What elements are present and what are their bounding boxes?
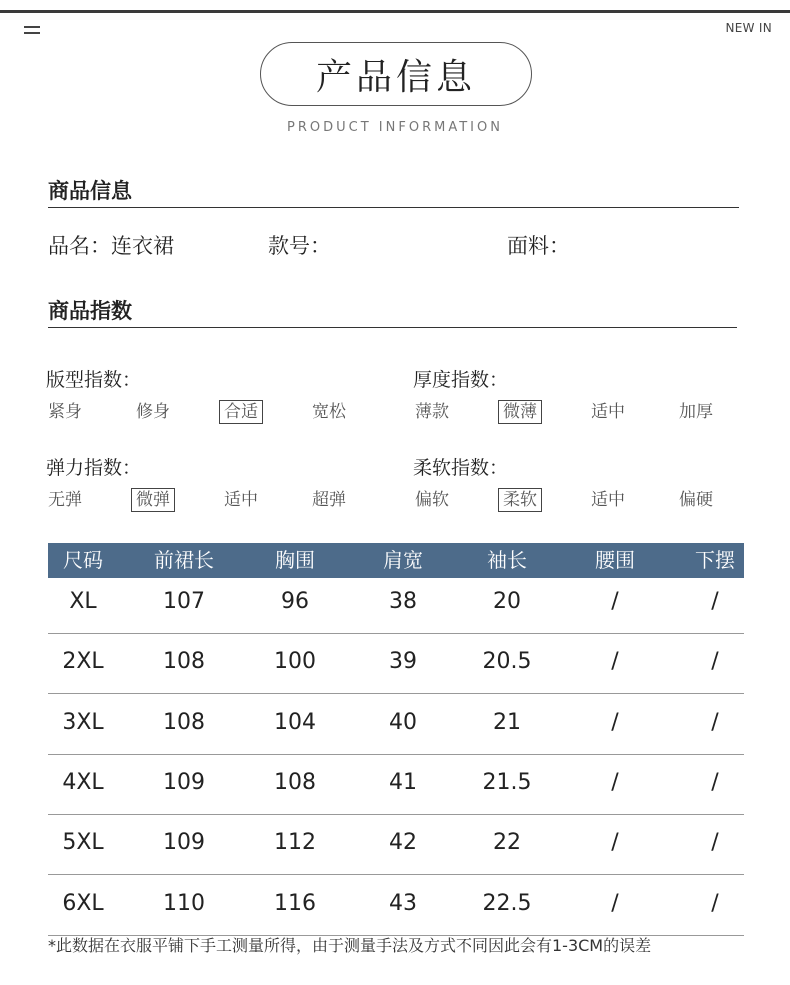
table-row: [48, 876, 744, 936]
table-cell: /: [711, 709, 719, 735]
table-cell: XL: [69, 589, 97, 614]
menu-icon[interactable]: [24, 26, 40, 36]
thickness-option: 薄款: [415, 402, 449, 422]
table-cell: 22.5: [482, 890, 532, 916]
table-cell: 116: [274, 890, 316, 916]
thickness-option: 加厚: [679, 402, 713, 422]
table-cell: 96: [281, 589, 309, 614]
table-cell: 20.5: [482, 649, 532, 675]
table-cell: 39: [389, 649, 417, 675]
table-cell: 104: [274, 709, 316, 735]
table-cell: /: [711, 649, 719, 675]
fit-option-selected: 合适: [219, 400, 263, 424]
fit-option: 修身: [136, 402, 170, 422]
table-cell: 2XL: [62, 649, 104, 675]
table-cell: 109: [163, 769, 205, 795]
stretch-index-title: 弹力指数：: [46, 457, 142, 479]
table-row: [48, 634, 744, 694]
fit-index-title: 版型指数：: [46, 369, 142, 391]
table-cell: /: [711, 769, 719, 795]
column-header: 腰围: [595, 548, 635, 572]
stretch-option: 无弹: [48, 490, 82, 510]
table-cell: 21.5: [482, 769, 532, 795]
table-cell: 4XL: [62, 769, 104, 795]
table-cell: /: [611, 709, 619, 735]
table-cell: /: [611, 830, 619, 856]
thickness-index-title: 厚度指数：: [413, 369, 509, 391]
product-index-rule: [48, 327, 737, 328]
table-cell: /: [711, 589, 719, 614]
table-cell: 40: [389, 709, 417, 735]
softness-index-title: 柔软指数：: [413, 457, 509, 479]
stretch-option-selected: 微弹: [131, 488, 175, 512]
page-title: 产品信息: [260, 42, 532, 106]
table-cell: 109: [163, 830, 205, 856]
fit-option: 宽松: [312, 402, 346, 422]
table-row: [48, 815, 744, 875]
column-header: 下摆: [695, 548, 735, 572]
product-info-heading: 商品信息: [48, 179, 132, 203]
stretch-option: 超弹: [312, 490, 346, 510]
table-cell: 108: [163, 709, 205, 735]
size-table-header: [48, 543, 744, 578]
table-cell: 43: [389, 890, 417, 916]
fit-option: 紧身: [48, 402, 82, 422]
table-cell: 108: [163, 649, 205, 675]
product-name: 品名：连衣裙: [48, 234, 174, 258]
fabric: 面料：: [507, 234, 570, 258]
table-cell: 22: [493, 830, 521, 856]
table-cell: 6XL: [62, 890, 104, 916]
column-header: 肩宽: [383, 548, 423, 572]
table-cell: /: [711, 890, 719, 916]
table-row: [48, 695, 744, 755]
table-cell: 41: [389, 769, 417, 795]
column-header: 尺码: [63, 548, 103, 572]
softness-option: 适中: [591, 490, 625, 510]
table-cell: /: [611, 589, 619, 614]
table-cell: 112: [274, 830, 316, 856]
table-cell: 20: [493, 589, 521, 614]
table-row: [48, 574, 744, 634]
column-header: 袖长: [487, 548, 527, 572]
thickness-option-selected: 微薄: [498, 400, 542, 424]
top-divider: [0, 10, 790, 13]
stretch-option: 适中: [224, 490, 258, 510]
softness-option: 偏软: [415, 490, 449, 510]
table-cell: 110: [163, 890, 205, 916]
softness-option: 偏硬: [679, 490, 713, 510]
table-cell: 21: [493, 709, 521, 735]
table-cell: 5XL: [62, 830, 104, 856]
page-subtitle: PRODUCT INFORMATION: [287, 120, 503, 135]
softness-option-selected: 柔软: [498, 488, 542, 512]
table-cell: 42: [389, 830, 417, 856]
column-header: 胸围: [275, 548, 315, 572]
table-cell: 3XL: [62, 709, 104, 735]
column-header: 前裙长: [154, 548, 214, 572]
new-in-label: NEW IN: [725, 21, 772, 35]
table-cell: /: [711, 830, 719, 856]
style-number: 款号：: [268, 234, 331, 258]
table-row: [48, 755, 744, 815]
thickness-option: 适中: [591, 402, 625, 422]
table-cell: /: [611, 769, 619, 795]
product-info-rule: [48, 207, 739, 208]
table-cell: 38: [389, 589, 417, 614]
measurement-footnote: *此数据在衣服平铺下手工测量所得，由于测量手法及方式不同因此会有1-3CM的误差: [48, 936, 652, 955]
table-cell: /: [611, 649, 619, 675]
table-cell: 107: [163, 589, 205, 614]
table-cell: 100: [274, 649, 316, 675]
table-cell: 108: [274, 769, 316, 795]
product-index-heading: 商品指数: [48, 299, 132, 323]
table-cell: /: [611, 890, 619, 916]
